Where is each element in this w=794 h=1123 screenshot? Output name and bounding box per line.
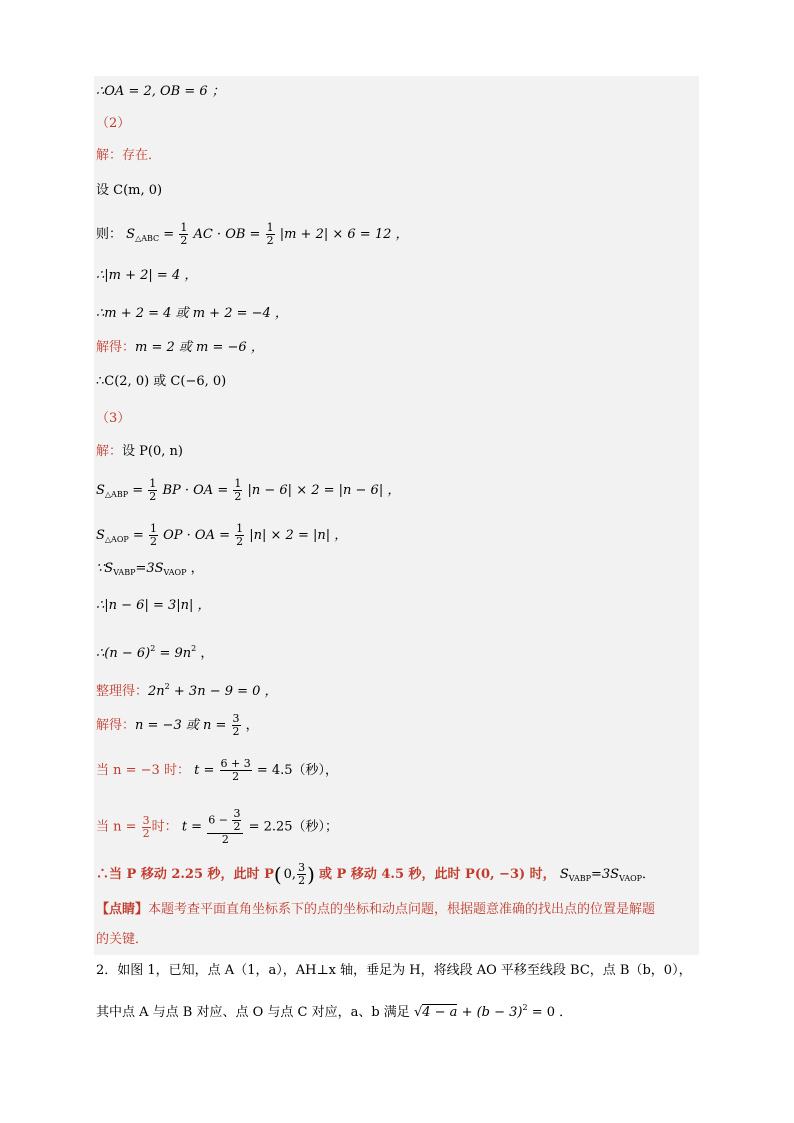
line-conclusion: ∴当 P 移动 2.25 秒，此时 P( 0, $\frac{3}{2}$ ) 或 P 移动 4.5 秒，此时 P(0, −3) 时， $S_{VABP}=3S_{VAOP}$． (96, 861, 656, 887)
line-c-points: ∴C(2, 0) 或 C(−6, 0) (96, 374, 227, 389)
line-m-cases: ∴m + 2 = 4 或 m + 2 = −4 ， (96, 306, 288, 321)
fraction: $\frac{3}{2}$ (232, 712, 240, 738)
fraction: $\frac{6 + 3}{2}$ (220, 757, 251, 783)
line-area-abp: $S_{\triangle ABP}$ = $\frac{1}{2}$ BP · OA = $\frac{1}{2}$ |n − 6| × 2 = |n − 6| ， (96, 477, 401, 503)
part-2-heading: （2） (96, 116, 131, 131)
part-3-heading: （3） (96, 411, 131, 426)
question-2-line-2: 其中点 A 与点 B 对应、点 O 与点 C 对应，a、b 满足 $√4 - a + (b - 3)^2 = 0$ ． (96, 1003, 573, 1020)
line-case-minus3: 当 n = −3 时： t = $\frac{6 + 3}{2}$ = 4.5（秒）， (96, 757, 339, 783)
comment-line-2: 的关键． (96, 932, 149, 947)
fraction: $\frac{3}{2}$ (298, 861, 306, 887)
fraction: $\frac{1}{2}$ (180, 221, 188, 247)
question-2-line-1: 2．如图 1，已知，点 A（1，a），AH⊥x 轴，垂足为 H，将线段 AO 平移至线段 BC，点 B（b，0）， (96, 963, 692, 978)
fraction: $\frac{1}{2}$ (236, 522, 244, 548)
fraction: $\frac{1}{2}$ (149, 477, 157, 503)
sqrt-icon: √ (413, 1005, 423, 1020)
line-abs-m: ∴|m + 2| = 4 ， (96, 268, 198, 283)
line-area-aop: $S_{\triangle AOP}$ = $\frac{1}{2}$ OP · OA = $\frac{1}{2}$ |n| × 2 = |n| ， (96, 522, 348, 548)
line-square: ∴(n − $6)^2 = 9n^2$ ， (96, 644, 214, 661)
line-abs-n: ∴|n − 6| = 3|n| ， (96, 598, 211, 613)
compound-fraction: 6 − $\frac{3}{2}$ 2 (207, 808, 243, 846)
line-simplify: 整理得：$2n^2 + 3n - 9 = 0$ ， (96, 682, 278, 699)
line-set-c: 设 C(m, 0) (96, 183, 163, 198)
line-area-relation: $\because S_{VABP}=3S_{VAOP}$ ， (96, 561, 204, 577)
line-area-abc: 则： $S_{\triangle ABC}$ = $\frac{1}{2}$ AC · OB = $\frac{1}{2}$ |m + 2| × 6 = 12 ， (96, 221, 409, 247)
line-exists: 解：存在． (96, 148, 162, 163)
fraction: $\frac{3}{2}$ (233, 807, 241, 833)
fraction: $\frac{3}{2}$ (142, 813, 150, 840)
line-case-three-halves: 当 n = $\frac{3}{2}$ 时： t = 6 − $\frac{3}{2}$ 2 = 2.25（秒）； (96, 807, 339, 846)
line-oa-ob: ∴OA = 2, OB = 6 ； (96, 84, 225, 99)
fraction: $\frac{1}{2}$ (149, 522, 157, 548)
fraction: $\frac{1}{2}$ (266, 221, 274, 247)
fraction: $\frac{1}{2}$ (234, 477, 242, 503)
comment-line: 【点睛】本题考查平面直角坐标系下的点的坐标和动点问题，根据题意准确的找出点的位置是解题 (96, 902, 656, 917)
line-solve-m: 解得：m = 2 或 m = −6 ， (96, 340, 264, 355)
line-set-p: 解：设 P(0, n) (96, 444, 183, 459)
line-solve-n: 解得：n = −3 或 n = $\frac{3}{2}$ ， (96, 712, 259, 738)
